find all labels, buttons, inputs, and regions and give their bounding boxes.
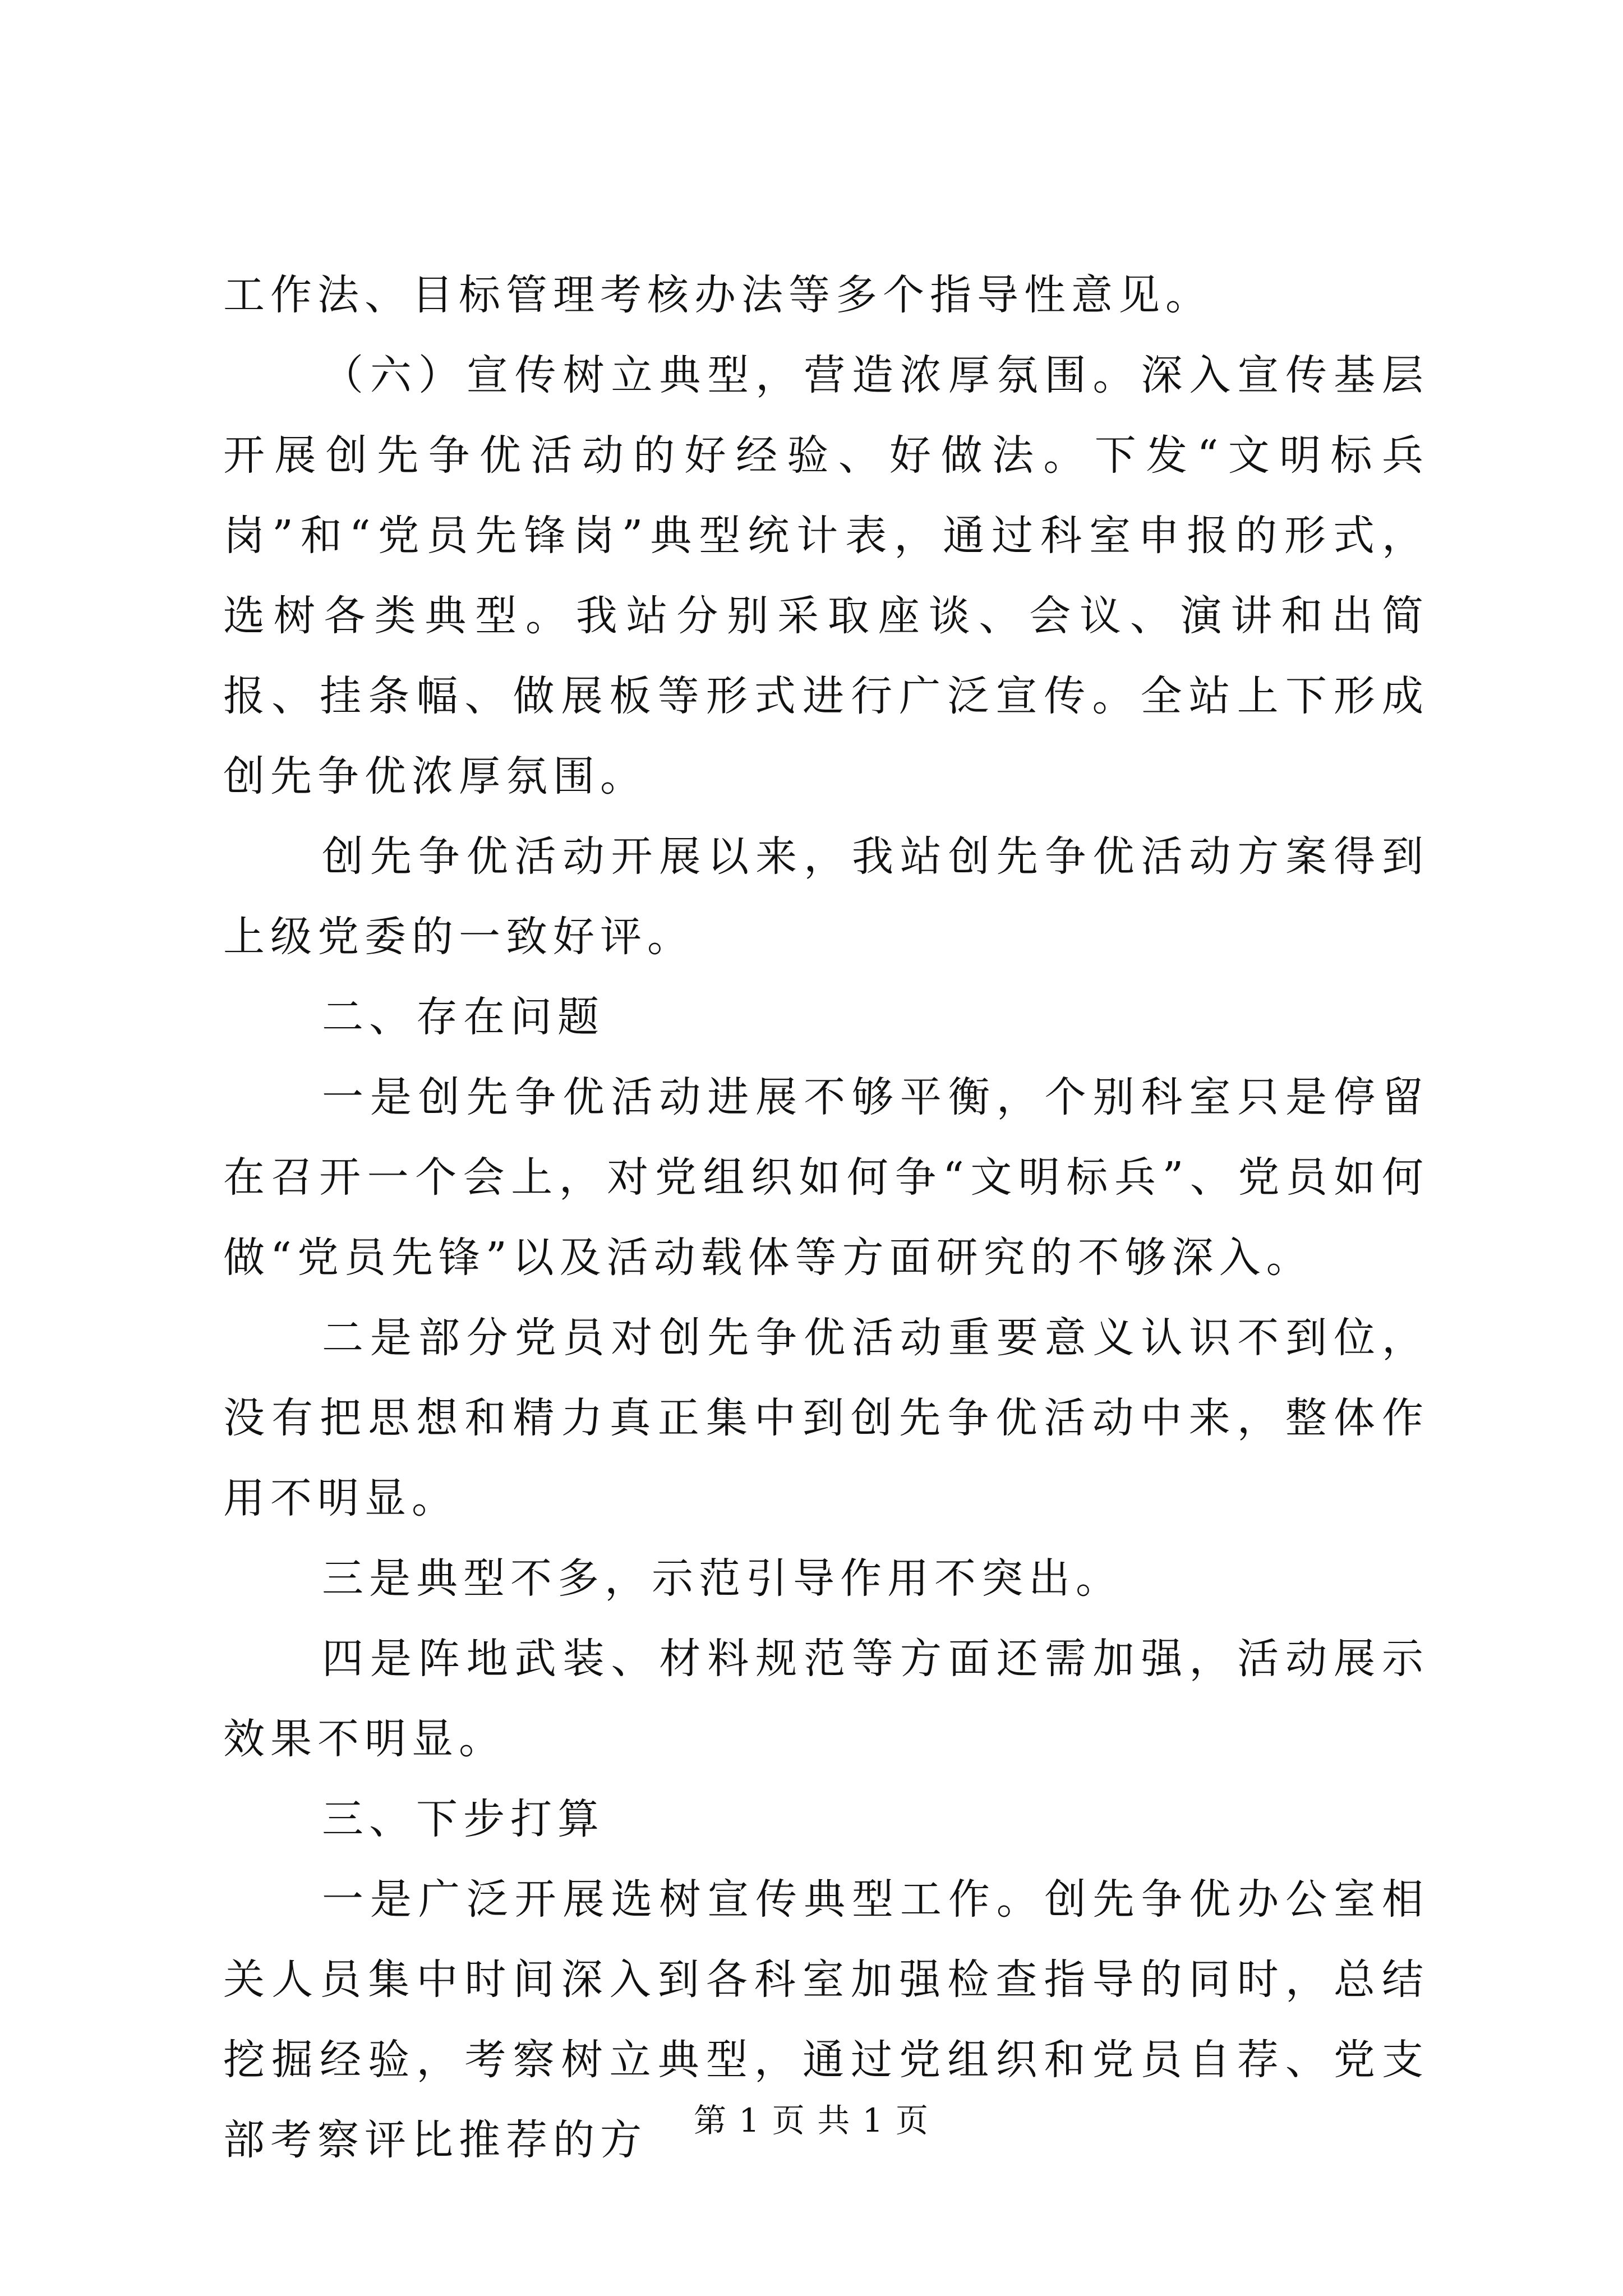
paragraph-summary: 创先争优活动开展以来，我站创先争优活动方案得到上级党委的一致好评。	[223, 832, 1429, 961]
paragraph-problem-2: 二是部分党员对创先争优活动重要意义认识不到位，没有把思想和精力真正集中到创先争优活动中来，整体作用不明显。	[223, 1314, 1429, 1522]
section-heading-problems: 二、存在问题	[322, 993, 605, 1041]
paragraph-problem-4: 四是阵地武装、材料规范等方面还需加强，活动展示效果不明显。	[223, 1635, 1429, 1763]
paragraph-publicity: （六）宣传树立典型，营造浓厚氛围。深入宣传基层开展创先争优活动的好经验、好做法。下发“文明标兵岗”和“党员先锋岗”典型统计表，通过科室申报的形式，选树各类典型。我站分别采取座谈、会议、演讲和出简报、挂条幅、做展板等形式进行广泛宣传。全站上下形成创先争优浓厚氛围。	[223, 351, 1429, 800]
paragraph-problem-3: 三是典型不多，示范引导作用不突出。	[322, 1554, 1123, 1603]
paragraph-continuation: 工作法、目标管理考核办法等多个指导性意见。	[223, 271, 1212, 319]
paragraph-plan-1: 一是广泛开展选树宣传典型工作。创先争优办公室相关人员集中时间深入到各科室加强检查指导的同时，总结挖掘经验，考察树立典型，通过党组织和党员自荐、党支部考察评比推荐的方	[223, 1875, 1429, 2164]
page-number-footer: 第 1 页 共 1 页	[694, 2101, 929, 2139]
document-body	[223, 255, 1429, 2180]
section-heading-next-steps: 三、下步打算	[322, 1795, 605, 1843]
paragraph-problem-1: 一是创先争优活动进展不够平衡，个别科室只是停留在召开一个会上，对党组织如何争“文明标兵”、党员如何做“党员先锋”以及活动载体等方面研究的不够深入。	[223, 1073, 1429, 1282]
